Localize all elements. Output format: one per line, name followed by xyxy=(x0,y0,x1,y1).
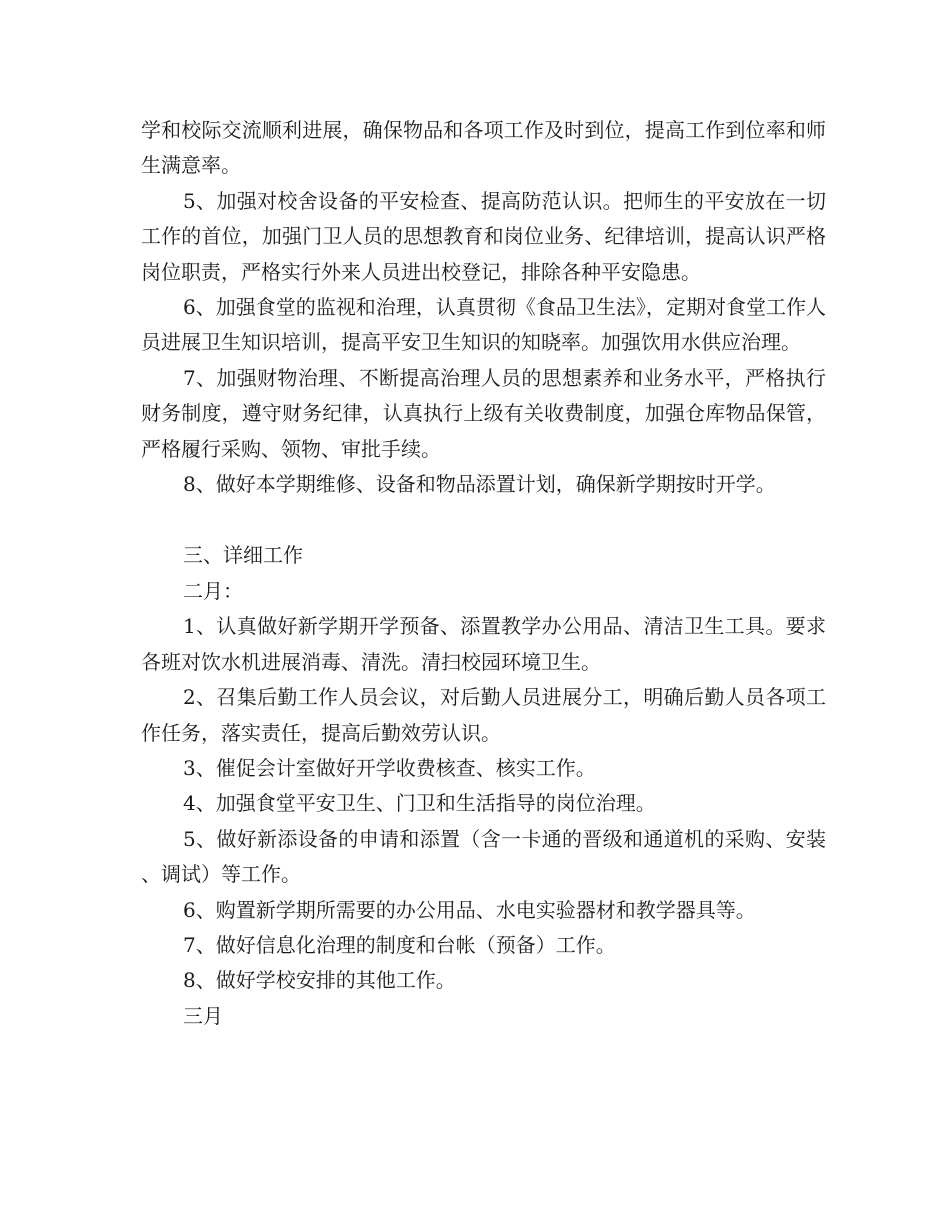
february-item-6: 6、购置新学期所需要的办公用品、水电实验器材和教学器具等。 xyxy=(183,897,756,922)
paragraph-item-6: 6、加强食堂的监视和治理，认真贯彻《食品卫生法》，定期对食堂工作人员进展卫生知识培训，提高平安卫生知识的知晓率。加强饮用水供应治理。 xyxy=(141,295,826,355)
february-item-5: 5、做好新添设备的申请和添置（含一卡通的晋级和通道机的采购、安装、调试）等工作。 xyxy=(141,826,826,887)
paragraph-item-8: 8、做好本学期维修、设备和物品添置计划，确保新学期按时开学。 xyxy=(183,472,776,497)
month-heading-february: 二月： xyxy=(183,578,243,603)
document-body xyxy=(141,113,826,1034)
february-item-8: 8、做好学校安排的其他工作。 xyxy=(183,968,456,993)
section-heading: 三、详细工作 xyxy=(183,543,303,568)
february-item-2: 2、召集后勤工作人员会议，对后勤人员进展分工，明确后勤人员各项工作任务，落实责任，提高后勤效劳认识。 xyxy=(141,685,826,745)
section-spacer xyxy=(141,502,826,538)
february-item-4: 4、加强食堂平安卫生、门卫和生活指导的岗位治理。 xyxy=(183,791,656,816)
paragraph-item-5: 5、加强对校舍设备的平安检查、提高防范认识。把师生的平安放在一切工作的首位，加强门卫人员的思想教育和岗位业务、纪律培训，提高认识严格岗位职责，严格实行外来人员进出校登记，排除各种平安隐患。 xyxy=(141,188,826,284)
month-heading-march: 三月 xyxy=(183,1003,223,1028)
february-item-1: 1、认真做好新学期开学预备、添置教学办公用品、清洁卫生工具。要求各班对饮水机进展消毒、清洗。清扫校园环境卫生。 xyxy=(141,614,826,674)
february-item-3: 3、催促会计室做好开学收费核查、核实工作。 xyxy=(183,755,596,780)
paragraph-continuation: 学和校际交流顺利进展，确保物品和各项工作及时到位，提高工作到位率和师生满意率。 xyxy=(141,118,826,178)
paragraph-item-7: 7、加强财物治理、不断提高治理人员的思想素养和业务水平，严格执行财务制度，遵守财务纪律，认真执行上级有关收费制度，加强仓库物品保管，严格履行采购、领物、审批手续。 xyxy=(141,365,826,461)
february-item-7: 7、做好信息化治理的制度和台帐（预备）工作。 xyxy=(183,932,616,957)
